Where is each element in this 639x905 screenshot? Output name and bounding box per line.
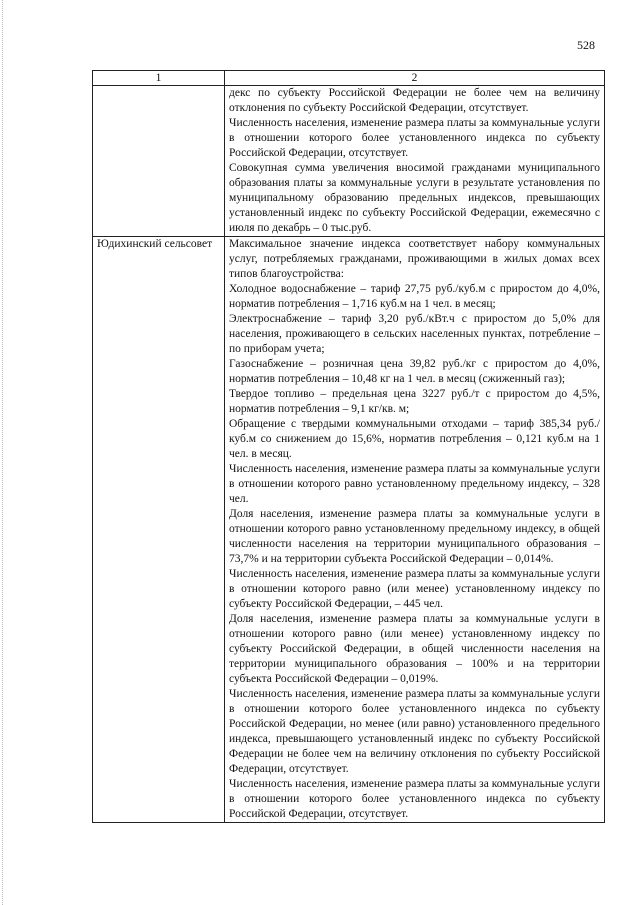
description-cell: [225, 86, 605, 237]
paragraph: Твердое топливо – предельная цена 3227 руб./т с приростом до 4,5%, норматив потребления – 9,1 кг/кв. м;: [229, 388, 600, 415]
paragraph: Электроснабжение – тариф 3,20 руб./кВт.ч с приростом до 5,0% для населения, проживающего в сельских населенных пунктах, потребление – по приборам учета;: [229, 313, 600, 355]
paragraph: Холодное водоснабжение – тариф 27,75 руб./куб.м с приростом до 4,0%, норматив потребления – 1,716 куб.м на 1 чел. в месяц;: [229, 283, 600, 310]
description-cell: [225, 237, 605, 823]
page-number: 528: [577, 38, 595, 52]
data-table: [92, 70, 605, 823]
column-header-1: 1: [93, 71, 225, 86]
municipality-label: [93, 86, 225, 237]
paragraph: Совокупная сумма увеличения вносимой гражданами муниципального образования платы за коммунальные услуги в результате установления по муниципальному образованию предельных индексов, превышающих установленный индекс по субъекту Российской Федерации, ежемесячно с июля по декабрь – 0 тыс.руб.: [229, 162, 600, 234]
paragraph: Обращение с твердыми коммунальными отходами – тариф 385,34 руб./куб.м со снижением до 15,6%, норматив потребления – 0,121 куб.м на 1 чел. в месяц.: [229, 418, 600, 460]
paragraph: Доля населения, изменение размера платы за коммунальные услуги в отношении которого равно (или менее) установленному индексу по субъекту Российской Федерации, в общей численности населения на территории муниципального образования – 100% и на территории субъекта Российской Федерации – 0,019%.: [229, 613, 600, 685]
table-row: [93, 86, 605, 237]
table-header-row: [93, 71, 605, 86]
paragraph: Численность населения, изменение размера платы за коммунальные услуги в отношении которого равно (или менее) установленному индексу по субъекту Российской Федерации, – 445 чел.: [229, 568, 600, 610]
paragraph: Численность населения, изменение размера платы за коммунальные услуги в отношении которого более установленного индекса по субъекту Российской Федерации, отсутствует.: [229, 778, 600, 820]
paragraph: Доля населения, изменение размера платы за коммунальные услуги в отношении которого равно установленному предельному индексу, в общей численности населения на территории муниципального образования – 73,7% и на территории субъекта Российской Федерации – 0,014%.: [229, 508, 600, 565]
municipality-label: Юдихинский сельсовет: [93, 237, 225, 823]
scan-edge-line: [2, 0, 4, 905]
column-header-2: 2: [225, 71, 605, 86]
paragraph: Численность населения, изменение размера платы за коммунальные услуги в отношении которого равно установленному предельному индексу, – 328 чел.: [229, 463, 600, 505]
table-row: [93, 237, 605, 823]
paragraph: Численность населения, изменение размера платы за коммунальные услуги в отношении которого более установленного индекса по субъекту Российской Федерации, но менее (или равно) установленного предельного индекса, превышающего установленный индекс по субъекту Российской Федерации не более чем на величину отклонения по субъекту Российской Федерации, отсутствует.: [229, 688, 600, 775]
paragraph: Газоснабжение – розничная цена 39,82 руб./кг с приростом до 4,0%, норматив потребления – 10,48 кг на 1 чел. в месяц (сжиженный газ);: [229, 358, 600, 385]
paragraph: декс по субъекту Российской Федерации не более чем на величину отклонения по субъекту Российской Федерации, отсутствует.: [229, 87, 600, 114]
paragraph: Численность населения, изменение размера платы за коммунальные услуги в отношении которого более установленного индекса по субъекту Российской Федерации, отсутствует.: [229, 117, 600, 159]
paragraph: Максимальное значение индекса соответствует набору коммунальных услуг, потребляемых гражданами, проживающими в жилых домах всех типов благоустройства:: [229, 238, 600, 280]
